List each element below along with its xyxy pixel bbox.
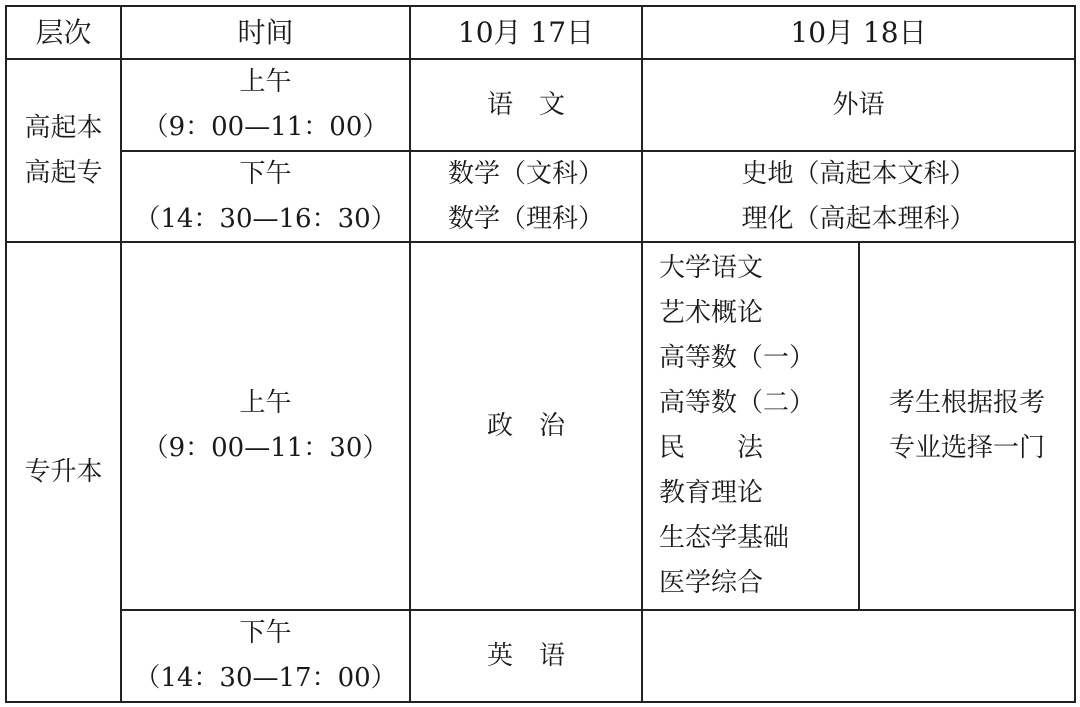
level-group1 xyxy=(7,60,120,241)
time-group1-afternoon: 下午 （14：30—16：30） xyxy=(134,158,397,234)
subject-list-group2-morning-day2 xyxy=(643,243,858,609)
note-group2-morning-day2: 考生根据报考 专业选择一门 xyxy=(888,388,1045,463)
time-group1-morning: 上午 （9：00—11：00） xyxy=(142,67,389,142)
list-item: 民 法 xyxy=(659,433,764,463)
list-item: 高等数（一） xyxy=(659,343,816,373)
level-label: 高起专 xyxy=(24,157,103,188)
list-item: 高等数（二） xyxy=(659,388,816,418)
list-item: 医学综合 xyxy=(659,568,764,598)
header-time: 时间 xyxy=(237,16,294,49)
subject-group2-afternoon-day2 xyxy=(643,611,1074,701)
list-item: 生态学基础 xyxy=(659,523,790,553)
subject-group2-afternoon-day1: 英 语 xyxy=(486,640,565,671)
header-day2: 10月 18日 xyxy=(790,16,927,49)
subject-group1-afternoon-day2: 史地（高起本文科） 理化（高起本理科） xyxy=(741,158,976,234)
level-label: 高起本 xyxy=(24,112,103,143)
subject-group1-morning-day2: 外语 xyxy=(832,89,885,120)
subject-group2-morning-day1: 政 治 xyxy=(486,410,565,441)
level-group2: 专升本 xyxy=(24,456,103,487)
subject-group1-morning-day1: 语 文 xyxy=(486,89,565,120)
rule xyxy=(5,701,1076,703)
time-group2-afternoon: 下午 （14：30—17：00） xyxy=(134,618,397,693)
rule xyxy=(1074,5,1076,703)
header-day1: 10月 17日 xyxy=(457,16,595,49)
list-item: 艺术概论 xyxy=(659,298,764,328)
list-item: 教育理论 xyxy=(659,478,764,508)
header-level: 层次 xyxy=(35,16,92,49)
time-group2-morning: 上午 （9：00—11：30） xyxy=(142,388,389,463)
subject-group1-afternoon-day1: 数学（文科） 数学（理科） xyxy=(447,158,604,234)
list-item: 大学语文 xyxy=(659,253,764,283)
